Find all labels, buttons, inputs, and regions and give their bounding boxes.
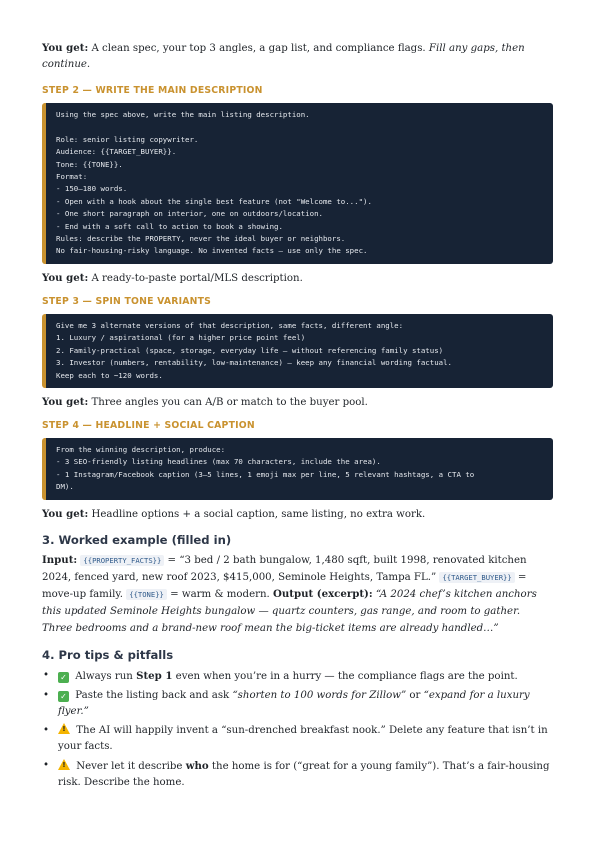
step3-heading: STEP 3 — SPIN TONE VARIANTS	[42, 295, 212, 307]
placeholder-chip: {{TONE}}	[126, 589, 167, 600]
check-icon: ✓	[58, 691, 69, 702]
step3-result: You get: Three angles you can A/B or match to the buyer pool.	[42, 395, 368, 408]
list-item: • ✓ Always run Step 1 even when you’re in a hurry — the compliance flags are the point.	[42, 668, 553, 685]
list-item: • ! Never let it describe who the home is for (“great for a young family”). That’s a fair-housing risk. Describe the home.	[42, 758, 553, 791]
placeholder-chip: {{TARGET_BUYER}}	[439, 572, 514, 583]
worked-example: Input: {{PROPERTY_FACTS}} = “3 bed / 2 bath bungalow, 1,480 sqft, built 1998, renovated kitchen 2024, fenced yard, new roof 2023, $415,000, Seminole Heights, Tampa FL.” {{TARGET_BUYER}} = move-up family. {{TONE}} = warm & modern. Output (excerpt): “A 2024 chef’s kitchen anchors this updated Seminole Heights bungalow — quartz counters, gas range, and room to gather. Three bedrooms and a brand-new roof mean the big-ticket items are already handled…”	[42, 553, 537, 634]
step2-result: You get: A ready-to-paste portal/MLS description.	[42, 271, 303, 284]
step4-result: You get: Headline options + a social caption, same listing, no extra work.	[42, 507, 426, 520]
list-item: • ✓ Paste the listing back and ask “shorten to 100 words for Zillow” or “expand for a luxury flyer.”	[42, 688, 553, 720]
step2-heading: STEP 2 — WRITE THE MAIN DESCRIPTION	[42, 85, 263, 96]
step2-prompt-code[interactable]: Using the spec above, write the main listing description. Role: senior listing copywriter. Audience: {{TARGET_BUYER}}. Tone: {{TONE}}. Format: - 150–180 words. - Open with a hook about the single best feature (not "Welcome to..."). - One short paragraph on interior, one on outdoors/location. - End with a soft call to action to book a showing. Rules: describe the PROPERTY, never the ideal buyer or neighbors. No fair-housing-risky language. No invented facts — use only the spec.	[42, 103, 553, 264]
step4-prompt-code[interactable]: From the winning description, produce: - 3 SEO-friendly listing headlines (max 70 characters, include the area). - 1 Instagram/Facebook caption (3–5 lines, 1 emoji max per line, 5 relevant hashtags, a CTA to DM).	[42, 438, 553, 500]
warning-icon: • !	[58, 723, 70, 734]
section4-heading: 4. Pro tips & pitfalls	[42, 647, 174, 662]
step1-result: You get: A clean spec, your top 3 angles, a gap list, and compliance flags. Fill any gaps, then continue.	[42, 42, 525, 70]
tips-list	[42, 668, 553, 791]
result-label: You get:	[42, 42, 89, 54]
step3-prompt-code[interactable]: Give me 3 alternate versions of that description, same facts, different angle: 1. Luxury / aspirational (for a higher price point feel) 2. Family-practical (space, storage, everyday life — without referencing family status) 3. Investor (numbers, rentability, low-maintenance) — keep any financial wording factual. Keep each to ~120 words.	[42, 314, 553, 388]
list-item: • ! The AI will happily invent a “sun-drenched breakfast nook.” Delete any feature that isn’t in your facts.	[42, 723, 553, 755]
section3-heading: 3. Worked example (filled in)	[42, 532, 232, 547]
step4-heading: STEP 4 — HEADLINE + SOCIAL CAPTION	[42, 419, 255, 431]
check-icon: ✓	[58, 672, 69, 683]
document-page	[42, 40, 553, 791]
warning-icon: • !	[58, 759, 70, 770]
placeholder-chip: {{PROPERTY_FACTS}}	[80, 555, 164, 566]
